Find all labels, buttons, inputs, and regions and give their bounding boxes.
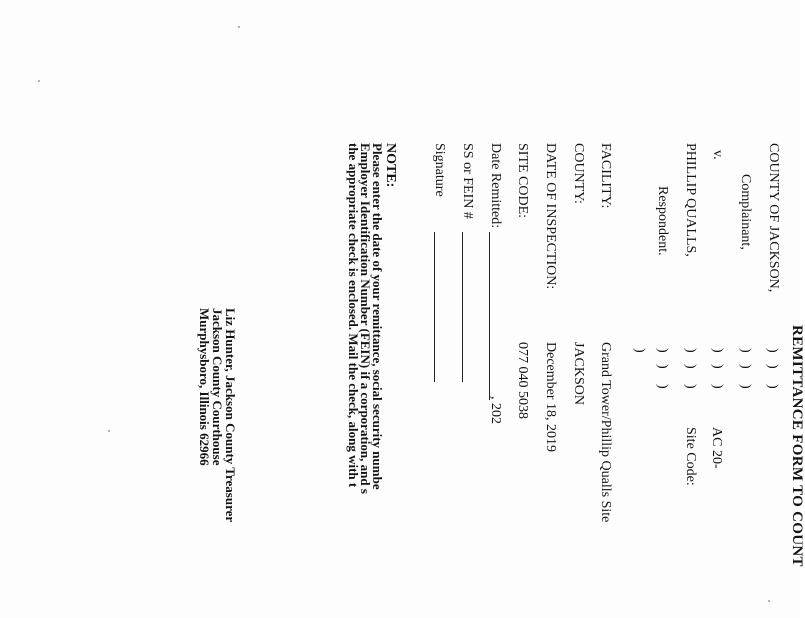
facility-value: Grand Tower/Phillip Qualls Site (598, 342, 613, 523)
mailing-line-2: Jackson County Courthouse (210, 308, 225, 466)
note-line-3: the appropriate check is enclosed. Mail the check, along with t (346, 143, 361, 488)
note-heading: NOTE: (383, 143, 398, 188)
caption-site-code-label: Site Code: (683, 427, 698, 486)
case-number: AC 20- (709, 427, 724, 469)
ss-fein-line[interactable] (462, 232, 463, 382)
scan-speck (768, 600, 770, 602)
note-line-2: Employer Identification Number (FEIN) if a corporation, and s (358, 143, 373, 494)
site-code-value: 077 040 5038 (515, 342, 530, 419)
form-title: REMITTANCE FORM TO COUNT (789, 325, 805, 567)
scan-speck (38, 80, 40, 82)
caption-complainant: Complainant, (738, 174, 753, 250)
remittance-form: REMITTANCE FORM TO COUNT COUNTY OF JACKSON, Complainant, v. PHILLIP QUALLS, Respondent. ) ) ) ) ) ) ) ) ) ) ) ) ) ) ) ) AC 20- Site Code: FACILITY: Grand Tower/Phillip Qualls Site COUNTY: JACKSON DATE OF INSPECTION: December 18, 2019 SITE CODE: 077 040 5038 Date Remitted: , 202 SS or FEIN # Signature NOTE: Please enter the date of your remittance, social security numbe Employer Identification Number (FEIN) if a corporation, and s the appropriate check is enclosed. Mail the check, along with t Liz Hunter, Jackson County Treasurer Jackson County Courthouse Murphysboro, Illinois 62966 (0, 0, 800, 618)
county-label: COUNTY: (571, 143, 586, 204)
caption-respondent-name: PHILLIP QUALLS, (683, 143, 698, 257)
note-line-1: Please enter the date of your remittance, social security numbe (370, 143, 385, 490)
facility-label: FACILITY: (598, 143, 613, 209)
caption-respondent: Respondent. (655, 186, 670, 256)
ss-fein-label: SS or FEIN # (460, 143, 475, 219)
caption-county: COUNTY OF JACKSON, (766, 143, 781, 293)
inspection-date-label: DATE OF INSPECTION: (543, 143, 558, 290)
date-remitted-year: , 202 (488, 396, 503, 424)
signature-line[interactable] (434, 232, 435, 382)
mailing-line-3: Murphysboro, Illinois 62966 (197, 308, 212, 466)
scan-speck (108, 430, 110, 432)
date-remitted-label: Date Remitted: (488, 143, 503, 229)
scan-speck (238, 26, 240, 28)
caption-versus: v. (710, 150, 725, 160)
date-remitted-line[interactable] (489, 232, 490, 400)
site-code-label: SITE CODE: (515, 143, 530, 219)
signature-label: Signature (432, 143, 447, 197)
inspection-date-value: December 18, 2019 (543, 342, 558, 453)
mailing-line-1: Liz Hunter, Jackson County Treasurer (223, 308, 238, 523)
county-value: JACKSON (571, 342, 586, 406)
